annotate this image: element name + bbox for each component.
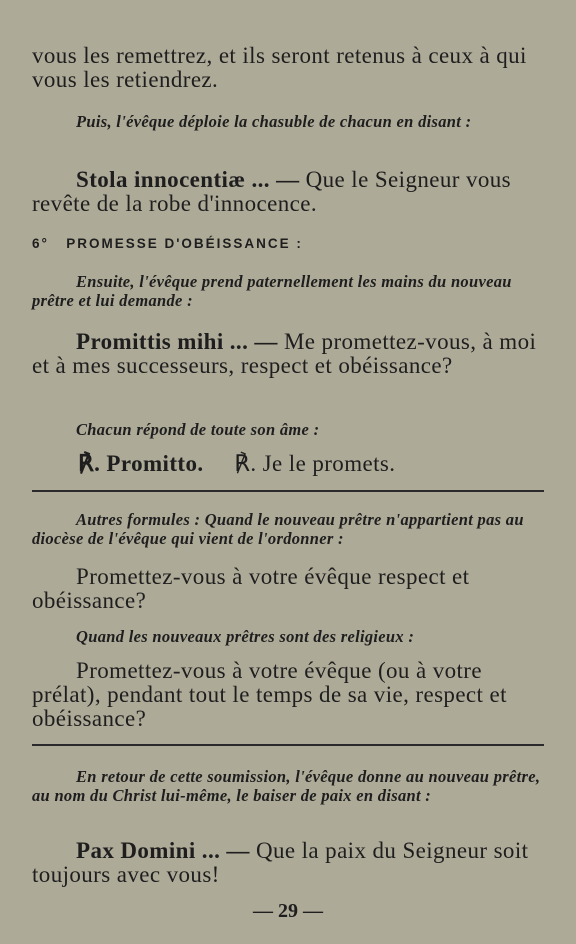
french-translation-pax: Que la paix du Seigneur soit toujours avec vous! — [32, 838, 529, 887]
rubric-religious: Quand les nouveaux prêtres sont des religieux : — [76, 627, 415, 646]
paragraph-diocese-formula: Promettez-vous à votre évêque respect et obéissance? — [32, 564, 470, 613]
paragraph-religious-formula: Promettez-vous à votre évêque (ou à votre prélat), pendant tout le temps de sa vie, respect et obéissance? — [32, 658, 507, 731]
paragraph-pax-domini — [32, 839, 542, 887]
rubric-promise-intro: Ensuite, l'évêque prend paternellement les mains du nouveau prêtre et lui demande : — [32, 272, 512, 310]
rubric-response: Chacun répond de toute son âme : — [76, 420, 320, 439]
paragraph-stola — [32, 168, 542, 216]
section-title: PROMESSE D'OBÉISSANCE : — [66, 236, 303, 251]
section-heading — [32, 236, 542, 251]
rubric-kiss-of-peace: En retour de cette soumission, l'évêque donne au nouveau prêtre, au nom du Christ lui-même, le baiser de paix en disant : — [32, 767, 541, 805]
french-translation-promittis: Me promettez-vous, à moi et à mes successeurs, respect et obéissance? — [32, 329, 537, 378]
latin-incipit-pax: Pax Domini ... — — [76, 838, 250, 863]
rubric-other-formulas: Autres formules : Quand le nouveau prêtre n'appartient pas au diocèse de l'évêque qui vient de l'ordonner : — [32, 510, 524, 548]
response-latin: ℟. Promitto. — [78, 451, 204, 476]
divider-rule — [32, 744, 544, 746]
latin-incipit-promittis: Promittis mihi ... — — [76, 329, 278, 354]
french-translation-stola: Que le Seigneur vous revête de la robe d'innocence. — [32, 167, 512, 216]
paragraph-promittis — [32, 330, 542, 378]
section-number: 6° — [32, 236, 49, 251]
latin-incipit-stola: Stola innocentiæ ... — — [76, 167, 300, 192]
page-number: — 29 — — [253, 900, 323, 922]
rubric-chasuble: Puis, l'évêque déploie la chasuble de chacun en disant : — [76, 112, 472, 131]
paragraph-continuation: vous les remettrez, et ils seront retenus à ceux à qui vous les retiendrez. — [32, 43, 527, 92]
response-line — [32, 452, 542, 476]
response-french: ℟. Je le promets. — [234, 451, 396, 476]
divider-rule — [32, 490, 544, 492]
